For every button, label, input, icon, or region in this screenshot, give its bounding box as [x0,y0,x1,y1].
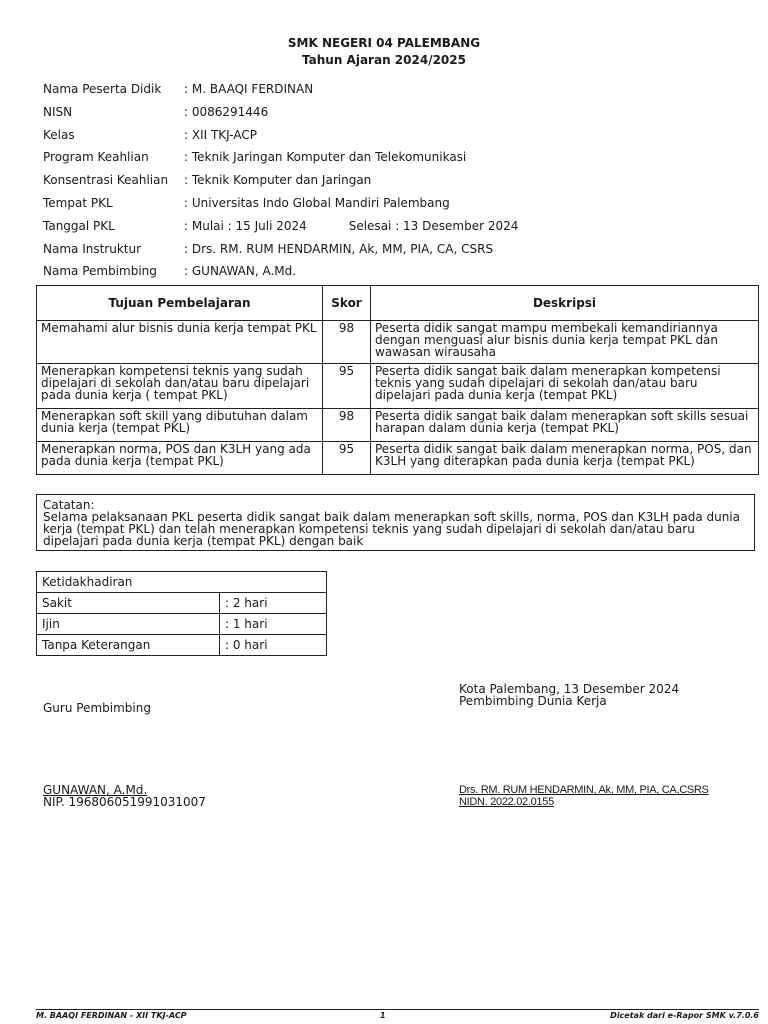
header-description: Deskripsi [371,286,759,321]
teacher-signature [43,784,206,808]
absence-title: Ketidakhadiran [37,572,327,593]
table-row [37,614,327,635]
table-row [37,635,327,656]
info-value: : Teknik Jaringan Komputer dan Telekomunikasi [184,150,467,165]
teacher-name: GUNAWAN, A.Md. [43,783,148,797]
info-row-place [43,196,518,219]
footer-student: M. BAAQI FERDINAN - XII TKJ-ACP [36,1011,187,1020]
info-value: : M. BAAQI FERDINAN [184,82,314,96]
info-row-instructor [43,242,518,265]
table-row [37,409,759,442]
info-value: : Drs. RM. RUM HENDARMIN, Ak, MM, PIA, CA, CSRS [184,241,494,256]
absence-label: Sakit [37,593,220,614]
info-value: : 0086291446 [184,104,269,119]
school-title: SMK NEGERI 04 PALEMBANG [287,36,481,50]
notes-box [36,494,755,551]
table-row [37,442,759,475]
footer-printed-by: Dicetak dari e-Rapor SMK v.7.0.6 [610,1011,759,1020]
objective-cell: Menerapkan norma, POS dan K3LH yang ada pada dunia kerja (tempat PKL) [37,442,323,475]
score-cell: 98 [323,321,371,364]
footer-divider [36,1009,759,1010]
info-value: : Teknik Komputer dan Jaringan [184,173,372,188]
footer-page-number: 1 [380,1011,386,1020]
header-objective: Tujuan Pembelajaran [37,286,323,321]
absence-label: Tanpa Keterangan [37,635,220,656]
table-row [37,364,759,409]
notes-text: Selama pelaksanaan PKL peserta didik sangat baik dalam menerapkan soft skills, norma, POS dan K3LH pada dunia kerja (tempat PKL) dan telah menerapkan kompetensi teknis yang sudah dipelajari di sekolah dan/atau baru dipelajari pada dunia kerja (tempat PKL) dengan baik [43,510,740,548]
objective-cell: Memahami alur bisnis dunia kerja tempat PKL [37,321,323,364]
header-score: Skor [323,286,371,321]
industry-role: Pembimbing Dunia Kerja [459,694,607,708]
info-label: Nama Instruktur [43,241,142,256]
industry-name: Drs. RM. RUM HENDARMIN, Ak, MM, PIA, CA,CSRS [459,784,709,796]
absence-value: : 2 hari [220,593,327,614]
notes-title: Catatan: [43,498,95,512]
description-cell: Peserta didik sangat mampu membekali kemandiriannya dengan menguasi alur bisnis dunia kerja tempat PKL dan wawasan wirausaha [371,321,759,364]
student-info [43,82,518,287]
description-cell: Peserta didik sangat baik dalam menerapkan soft skills sesuai harapan dalam dunia kerja (tempat PKL) [371,409,759,442]
place-date: Kota Palembang, 13 Desember 2024 [459,682,680,696]
industry-nidn: NIDN. 2022.02.0155 [459,796,554,808]
teacher-role: Guru Pembimbing [43,701,151,715]
info-value: : GUNAWAN, A.Md. [184,264,297,279]
info-row-date [43,219,518,242]
table-row [37,321,759,364]
info-row-class [43,128,518,151]
score-cell: 95 [323,442,371,475]
industry-signature [459,784,709,808]
info-row-program [43,150,518,173]
info-row-supervisor [43,264,518,287]
absence-value: : 0 hari [220,635,327,656]
absence-table [36,571,327,656]
info-row-concentration [43,173,518,196]
score-cell: 95 [323,364,371,409]
info-label: Nama Peserta Didik [43,82,162,96]
description-cell: Peserta didik sangat baik dalam menerapkan norma, POS, dan K3LH yang diterapkan pada dunia kerja (tempat PKL) [371,442,759,475]
info-label: Konsentrasi Keahlian [43,173,169,188]
table-row [37,593,327,614]
score-cell: 98 [323,409,371,442]
info-value: : XII TKJ-ACP [184,127,257,142]
absence-header-row [37,572,327,593]
objective-cell: Menerapkan soft skill yang dibutuhan dalam dunia kerja (tempat PKL) [37,409,323,442]
info-label: NISN [43,104,73,119]
teacher-nip: NIP. 196806051991031007 [43,795,206,809]
absence-label: Ijin [37,614,220,635]
info-label: Program Keahlian [43,150,149,165]
learning-objectives-table [36,285,759,475]
objective-cell: Menerapkan kompetensi teknis yang sudah dipelajari di sekolah dan/atau baru dipelajari pada dunia kerja ( tempat PKL) [37,364,323,409]
industry-signature-header [459,683,679,707]
description-cell: Peserta didik sangat baik dalam menerapkan kompetensi teknis yang sudah dipelajari di sekolah dan/atau baru dipelajari pada dunia kerja (tempat PKL) [371,364,759,409]
info-label: Kelas [43,127,75,142]
info-row-name [43,82,518,105]
info-label: Nama Pembimbing [43,264,157,279]
info-label: Tempat PKL [43,195,113,210]
info-label: Tanggal PKL [43,218,115,233]
info-value: : Universitas Indo Global Mandiri Palembang [184,195,450,210]
academic-year: Tahun Ajaran 2024/2025 [302,53,466,67]
table-header-row [37,286,759,321]
info-row-nisn [43,105,518,128]
info-value: : Mulai : 15 Juli 2024 Selesai : 13 Desember 2024 [184,218,519,233]
absence-value: : 1 hari [220,614,327,635]
